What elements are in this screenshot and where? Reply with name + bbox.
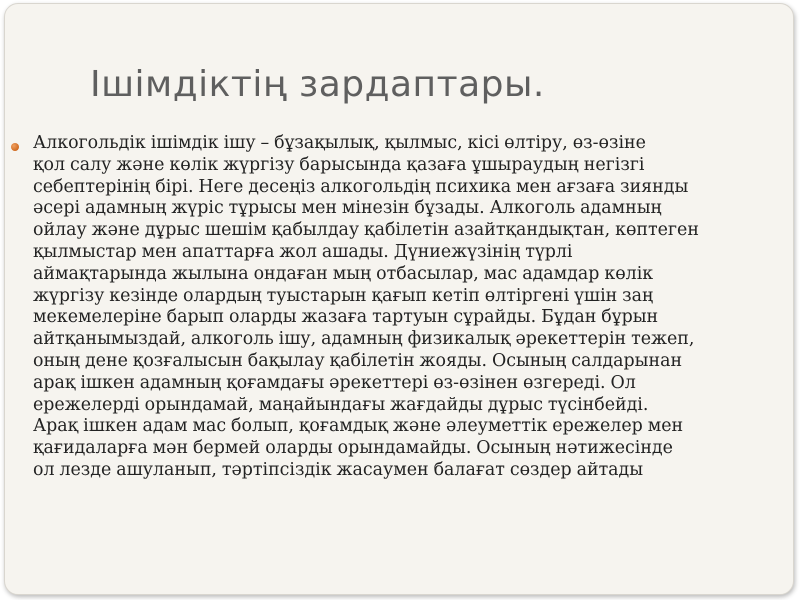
body-paragraph: Алкогольдік ішімдік ішу – бұзақылық, қылмыс, кісі өлтіру, өз-өзіне қол салу және көлік жүргізу барысында қазаға ұшыраудың негізгі себептерінің бірі. Неге десеңіз алкогольдің психика мен ағзаға зиянды әсері адамның жүріс тұрысы мен мінезін бұзады. Алкоголь адамның ойлау және дұрыс шешім қабылдау қабілетін азайтқандықтан, көптеген қылмыстар мен апаттарға жол ашады. Дүниежүзінің түрлі аймақтарында жылына ондаған мың отбасылар, мас адамдар көлік жүргізу кезінде олардың туыстарын қағып кетіп өлтіргені үшін заң мекемелеріне барып оларды жазаға тартуын сұрайды. Бұдан бұрын айтқанымыздай, алкоголь ішу, адамның физикалық әрекеттерін тежеп, оның дене қозғалысын бақылау қабілетін жояды. Осының салдарынан арақ ішкен адамның қоғамдағы әрекеттері өз-өзінен өзгереді. Ол ережелерді орындамай, маңайындағы жағдайды дұрыс түсінбейді. Арақ ішкен адам мас болып, қоғамдық және әлеуметтік ережелер мен қағидаларға мән бермей оларды орындамайды. Осының нәтижесінде ол лезде ашуланып, тәртіпсіздік жасаумен балағат сөздер айтады: [33, 133, 699, 480]
slide-title: Ішімдіктің зардаптары.: [90, 64, 545, 105]
bullet-dot-icon: [11, 143, 19, 151]
